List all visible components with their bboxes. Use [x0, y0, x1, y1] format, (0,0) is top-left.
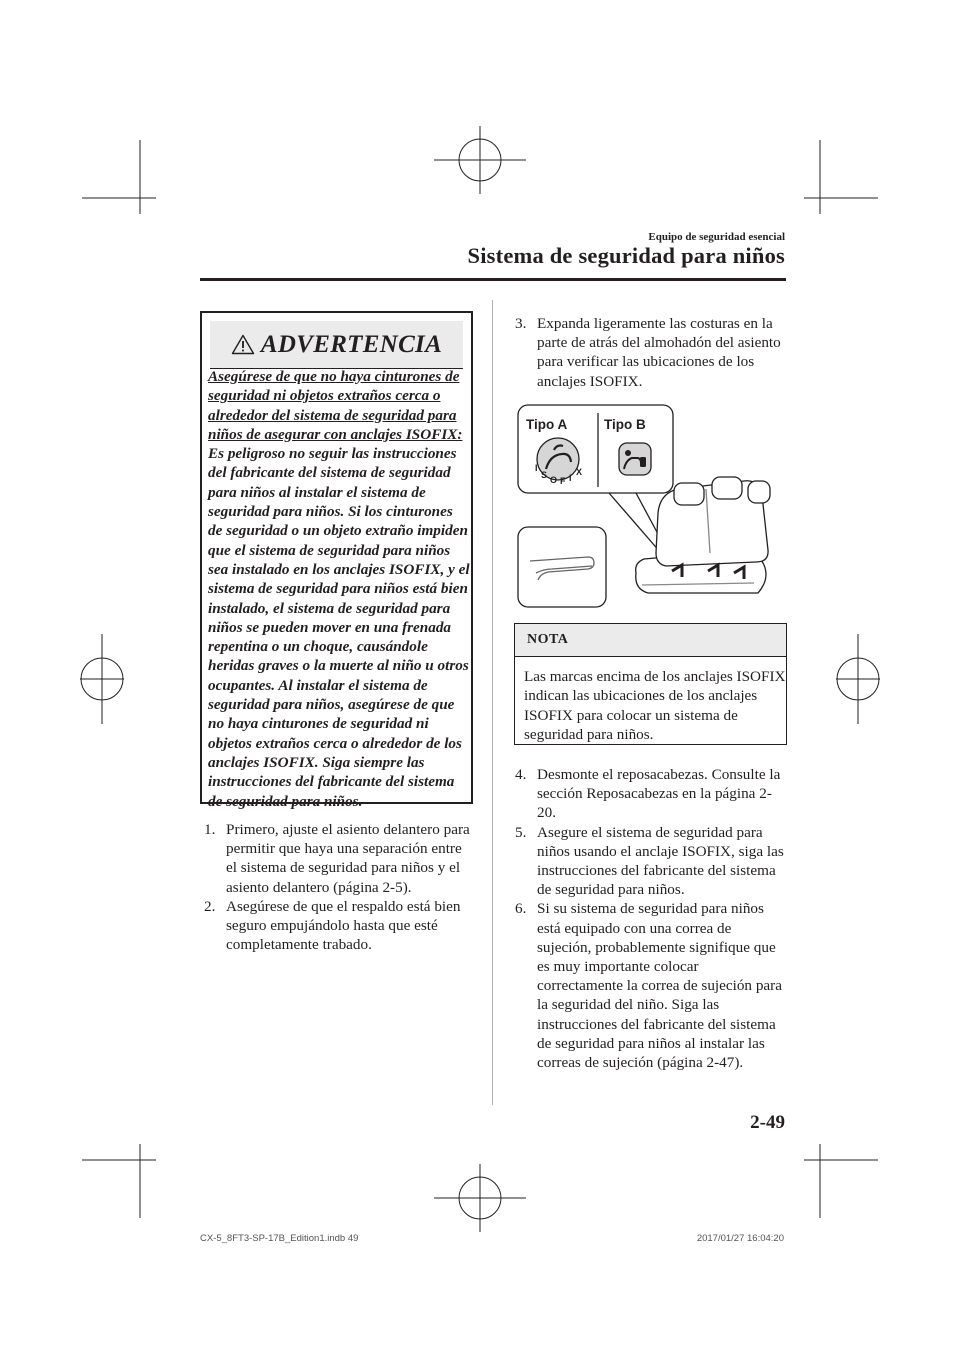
warning-label: ADVERTENCIA	[260, 330, 443, 358]
note-header	[515, 624, 786, 657]
isofix-letter: S	[541, 470, 548, 480]
step-text: Desmonte el reposacabezas. Consulte la sección Reposacabezas en la página 2-20.	[537, 766, 781, 822]
step-text: Asegure el sistema de seguridad para niños usando el anclaje ISOFIX, siga las instrucciones del fabricante del sistema de seguridad para niños.	[537, 823, 784, 899]
isofix-seat-illustration	[516, 403, 772, 610]
isofix-letter: O	[550, 475, 558, 485]
right-step-list-bottom	[515, 765, 788, 1072]
note-box	[514, 623, 787, 745]
list-item	[515, 899, 788, 1072]
list-item	[204, 897, 476, 955]
step-number: 3.	[515, 315, 527, 332]
header-rule	[200, 278, 786, 281]
warning-header	[210, 321, 463, 369]
note-label: NOTA	[527, 632, 569, 647]
isofix-letter: I	[535, 463, 538, 473]
tipo-b-label: Tipo B	[604, 417, 646, 432]
step-number: 1.	[204, 821, 216, 838]
page-number: 2-49	[750, 1112, 785, 1133]
right-step-list-top	[515, 314, 788, 391]
step-text: Primero, ajuste el asiento delantero para permitir que haya una separación entre el sistema de seguridad para niños y el asiento delantero (página 2-5).	[226, 821, 470, 896]
header-section-name: Equipo de seguridad esencial	[648, 231, 785, 243]
list-item	[515, 823, 788, 900]
step-number: 2.	[204, 897, 216, 915]
warning-box	[200, 311, 473, 810]
isofix-letter: I	[569, 473, 572, 483]
left-step-list	[204, 820, 476, 954]
isofix-letter: F	[560, 476, 566, 486]
tipo-a-label: Tipo A	[526, 417, 568, 432]
footer-file-name: CX-5_8FT3-SP-17B_Edition1.indb 49	[200, 1233, 359, 1244]
step-number: 6.	[515, 900, 527, 918]
step-text: Si su sistema de seguridad para niños está equipado con una correa de sujeción, probablemente signifique que es muy importante colocar correctamente la correa de sujeción para la seguridad del niño. Siga las instrucciones del fabricante del sistema de seguridad para niños al instalar las correas de sujeción (página 2-47).	[537, 900, 782, 1072]
warning-triangle-icon	[231, 334, 255, 355]
step-text: Asegúrese de que el respaldo está bien seguro empujándolo hasta que esté completamente trabado.	[226, 897, 461, 954]
warning-lead: Asegúrese de que no haya cinturones de seguridad ni objetos extraños cerca o alrededor del sistema de seguridad para niños de asegurar con anclajes ISOFIX:	[208, 368, 463, 443]
warning-text: Es peligroso no seguir las instrucciones del fabricante del sistema de seguridad para niños al instalar el sistema de seguridad para niños. Si los cinturones de seguridad o un objeto extraño impiden que el sistema de seguridad para niños sea instalado en los anclajes ISOFIX, y el sistema de seguridad para niños está bien instalado, el sistema de seguridad para niños se pueden mover en una frenada repentina o un choque, causándole heridas graves o la muerte al niño u otros ocupantes. Al instalar el sistema de seguridad para niños, asegúrese de que no haya cinturones de seguridad ni objetos extraños cerca o alrededor de los anclajes ISOFIX. Siga siempre las instrucciones del fabricante del sistema de seguridad para niños.	[208, 445, 470, 810]
list-item	[204, 820, 476, 897]
step-number: 5.	[515, 823, 527, 841]
step-number: 4.	[515, 766, 527, 783]
list-item	[515, 314, 788, 391]
list-item	[515, 765, 788, 823]
note-text: Las marcas encima de los anclajes ISOFIX indican las ubicaciones de los anclajes ISOFIX para colocar un sistema de seguridad para niños.	[524, 668, 786, 743]
column-divider	[492, 300, 493, 1105]
step-text: Expanda ligeramente las costuras en la parte de atrás del almohadón del asiento para verificar las ubicaciones de los anclajes ISOFIX.	[537, 315, 781, 390]
isofix-letter: X	[576, 467, 583, 477]
warning-body	[208, 367, 470, 811]
footer-timestamp: 2017/01/27 16:04:20	[696, 1233, 784, 1244]
page-title: Sistema de seguridad para niños	[467, 243, 785, 268]
